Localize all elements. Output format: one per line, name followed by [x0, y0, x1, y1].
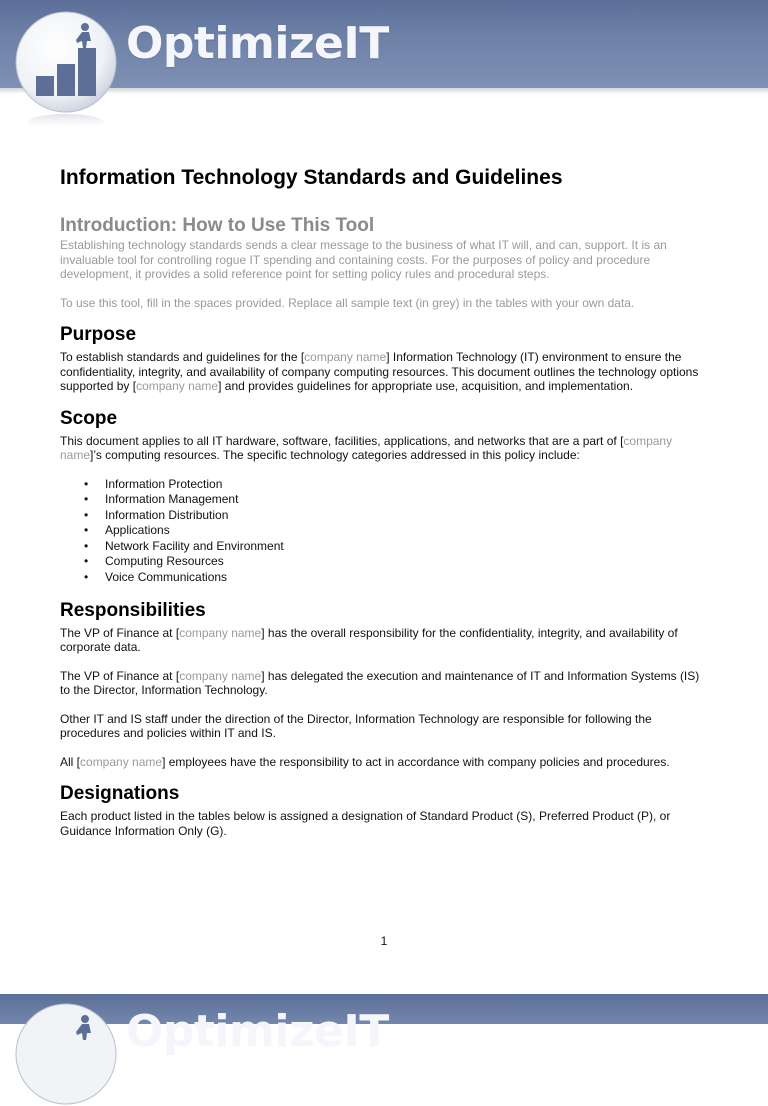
company-name-placeholder: company name [80, 754, 163, 769]
intro-paragraph-1: Establishing technology standards sends a clear message to the business of what IT will, and can, support. It is an invaluable tool for controlling rogue IT spending and containing costs. For the purposes of policy and procedure development, it provides a solid reference point for setting policy rules and procedural steps. [60, 238, 667, 281]
document-body [60, 166, 708, 838]
list-item: • Computing Resources [105, 554, 708, 570]
list-item: • Information Protection [105, 477, 708, 493]
list-item: • Information Management [105, 492, 708, 508]
scope-section [60, 408, 708, 586]
responsibilities-paragraph-3: Other IT and IS staff under the direction of the Director, Information Technology are responsible for following the procedures and policies within IT and IS. [60, 711, 652, 741]
company-name-placeholder: company name [136, 379, 219, 393]
company-name-placeholder: company name [304, 350, 387, 364]
responsibilities-paragraph-2: The VP of Finance at [company name] has delegated the execution and maintenance of IT and Information Systems (IS) to the Director, Information Technology. [60, 668, 700, 698]
optimizeit-logo-icon [14, 10, 118, 136]
designations-section [60, 783, 708, 838]
company-name-placeholder: company name [60, 433, 673, 462]
list-item: • Applications [105, 523, 708, 539]
responsibilities-section [60, 600, 708, 770]
intro-heading: Introduction: How to Use This Tool [60, 215, 375, 236]
responsibilities-heading: Responsibilities [60, 599, 206, 621]
list-item: • Voice Communications [105, 570, 708, 586]
scope-text: This document applies to all IT hardware, software, facilities, applications, and networks that are a part of [company name]’s computing resources. The specific technology categories addressed in this policy include: [60, 433, 673, 462]
company-name-placeholder: company name [179, 625, 262, 640]
designations-text: Each product listed in the tables below is assigned a designation of Standard Product (S), Preferred Product (P), or Guidance Information Only (G). [60, 809, 671, 838]
page-number: 1 [380, 934, 388, 948]
company-name-placeholder: company name [179, 668, 262, 683]
designations-heading: Designations [60, 783, 180, 805]
document-title: Information Technology Standards and Guidelines [60, 166, 563, 189]
footer-brand-wordmark: OptimizeIT [126, 1006, 389, 1057]
responsibilities-paragraph-1: The VP of Finance at [company name] has the overall responsibility for the confidentiality, integrity, and availability of corporate data. [60, 625, 678, 655]
scope-heading: Scope [60, 407, 118, 429]
list-item: • Network Facility and Environment [105, 539, 708, 555]
purpose-heading: Purpose [60, 324, 137, 345]
list-item: • Information Distribution [105, 508, 708, 524]
brand-wordmark: OptimizeIT [126, 18, 389, 69]
optimizeit-logo-icon [14, 1002, 118, 1106]
purpose-section [60, 324, 708, 394]
purpose-text: To establish standards and guidelines for the [company name] Information Technology (IT) environment to ensure the confidentiality, integrity, and availability of company computing resources. This document outlines the technology options supported by [company name] and provides guidelines for appropriate use, acquisition, and implementation. [60, 350, 699, 393]
technology-category-list [60, 477, 708, 586]
responsibilities-paragraph-4: All [company name] employees have the responsibility to act in accordance with company policies and procedures. [60, 754, 670, 769]
footer-band [0, 994, 768, 1057]
intro-paragraph-2: To use this tool, fill in the spaces provided. Replace all sample text (in grey) in the tables with your own data. [60, 295, 635, 310]
